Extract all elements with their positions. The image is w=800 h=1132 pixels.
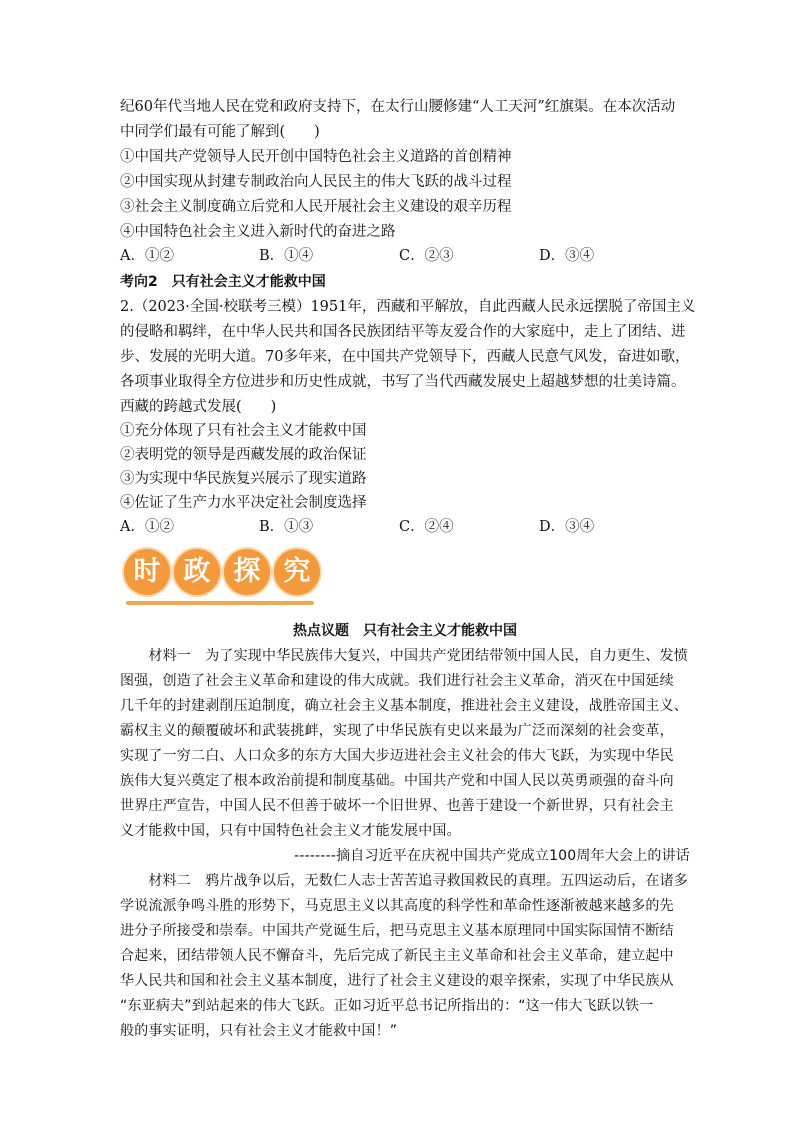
banner-char: 政 <box>174 549 220 595</box>
hot-topic-title: 热点议题 只有社会主义才能救中国 <box>293 623 517 639</box>
material1-line: 图强，创造了社会主义革命和建设的伟大成就。我们进行社会主义革命，消灭在中国延续 <box>120 673 674 689</box>
q2-item: ①充分体现了只有社会主义才能救中国 <box>120 423 367 439</box>
q2-item: ③为实现中华民族复兴展示了现实道路 <box>120 471 367 487</box>
q2-stem-line: 步、发展的光明大道。70多年来，在中国共产党领导下，西藏人民意气风发，奋进如歌， <box>120 349 690 365</box>
q2-options <box>120 516 690 538</box>
material2-line: 学说流派争鸣斗胜的形势下，马克思主义以其高度的科学性和革命性逐渐被越来越多的先 <box>120 898 674 914</box>
q1-item: ①中国共产党领导人民开创中国特色社会主义道路的首创精神 <box>120 149 512 165</box>
material2-line: 进分子所接受和崇奉。中国共产党诞生后，把马克思主义基本原理同中国实际国情不断结 <box>120 923 674 939</box>
section-heading: 考向2 只有社会主义才能救中国 <box>120 274 326 290</box>
q1-options <box>120 245 690 267</box>
q1-stem-line: 纪60年代当地人民在党和政府支持下，在太行山腰修建“人工天河”红旗渠。在本次活动 <box>120 99 676 115</box>
material1-line: 材料一 为了实现中华民族伟大复兴，中国共产党团结带领中国人民，自力更生、发愤 <box>120 648 688 664</box>
banner-char: 探 <box>224 549 270 595</box>
q2-stem-line: 西藏的跨越式发展( ) <box>120 399 277 415</box>
q1-option-d: D．③④ <box>539 248 595 264</box>
material1-line: 义才能救中国，只有中国特色社会主义才能发展中国。 <box>120 823 461 839</box>
q2-stem-line: 2.（2023·全国·校联考三模）1951年，西藏和平解放，自此西藏人民永远摆脱了帝国主义 <box>120 299 696 315</box>
material2-line: 材料二 鸦片战争以后，无数仁人志士苦苦追寻救国救民的真理。五四运动后，在诸多 <box>120 873 688 889</box>
material1-line: 霸权主义的颠覆破坏和武装挑衅，实现了中华民族有史以来最为广泛而深刻的社会变革， <box>120 723 674 739</box>
q2-option-c: C．②④ <box>399 519 454 535</box>
q2-stem-line: 各项事业取得全方位进步和历史性成就，书写了当代西藏发展史上超越梦想的壮美诗篇。 <box>120 374 686 390</box>
material2-line: “东亚病夫”到站起来的伟大飞跃。正如习近平总书记所指出的：“这一伟大飞跃以铁一 <box>120 998 654 1014</box>
q2-option-d: D．③④ <box>539 519 595 535</box>
banner-stripe <box>126 601 314 605</box>
material1-line: 几千年的封建剥削压迫制度，确立社会主义基本制度，推进社会主义建设，战胜帝国主义、 <box>120 698 688 714</box>
material1-line: 世界庄严宣告，中国人民不但善于破坏一个旧世界、也善于建设一个新世界，只有社会主 <box>120 798 674 814</box>
q2-item: ②表明党的领导是西藏发展的政治保证 <box>120 447 367 463</box>
q1-stem-line: 中同学们最有可能了解到( ) <box>120 124 320 140</box>
q2-option-b: B．①③ <box>259 519 314 535</box>
q1-option-c: C．②③ <box>399 248 454 264</box>
material2-line: 华人民共和国和社会主义基本制度，进行了社会主义建设的艰辛探索，实现了中华民族从 <box>120 973 674 989</box>
banner-char: 究 <box>274 549 320 595</box>
q1-item: ②中国实现从封建专制政治向人民民主的伟大飞跃的战斗过程 <box>120 174 512 190</box>
material1-line: 族伟大复兴奠定了根本政治前提和制度基础。中国共产党和中国人民以英勇顽强的奋斗向 <box>120 773 674 789</box>
material2-line: 般的事实证明，只有社会主义才能救中国！” <box>120 1023 398 1039</box>
q1-option-b: B．①④ <box>259 248 314 264</box>
material1-line: 实现了一穷二白、人口众多的东方大国大步迈进社会主义社会的伟大飞跃，为实现中华民 <box>120 748 674 764</box>
section-banner <box>120 549 320 609</box>
q2-option-a: A．①② <box>120 519 174 535</box>
q2-item: ④佐证了生产力水平决定社会制度选择 <box>120 495 367 511</box>
q2-stem-line: 的侵略和羁绊，在中华人民共和国各民族团结平等友爱合作的大家庭中，走上了团结、进 <box>120 324 686 340</box>
material1-source: --------摘自习近平在庆祝中国共产党成立100周年大会上的讲话 <box>294 848 690 864</box>
banner-char: 时 <box>124 549 170 595</box>
material2-line: 合起来，团结带领人民不懈奋斗，先后完成了新民主主义革命和社会主义革命，建立起中 <box>120 948 674 964</box>
q1-option-a: A．①② <box>120 248 174 264</box>
q1-item: ③社会主义制度确立后党和人民开展社会主义建设的艰辛历程 <box>120 199 512 215</box>
q1-item: ④中国特色社会主义进入新时代的奋进之路 <box>120 224 396 240</box>
